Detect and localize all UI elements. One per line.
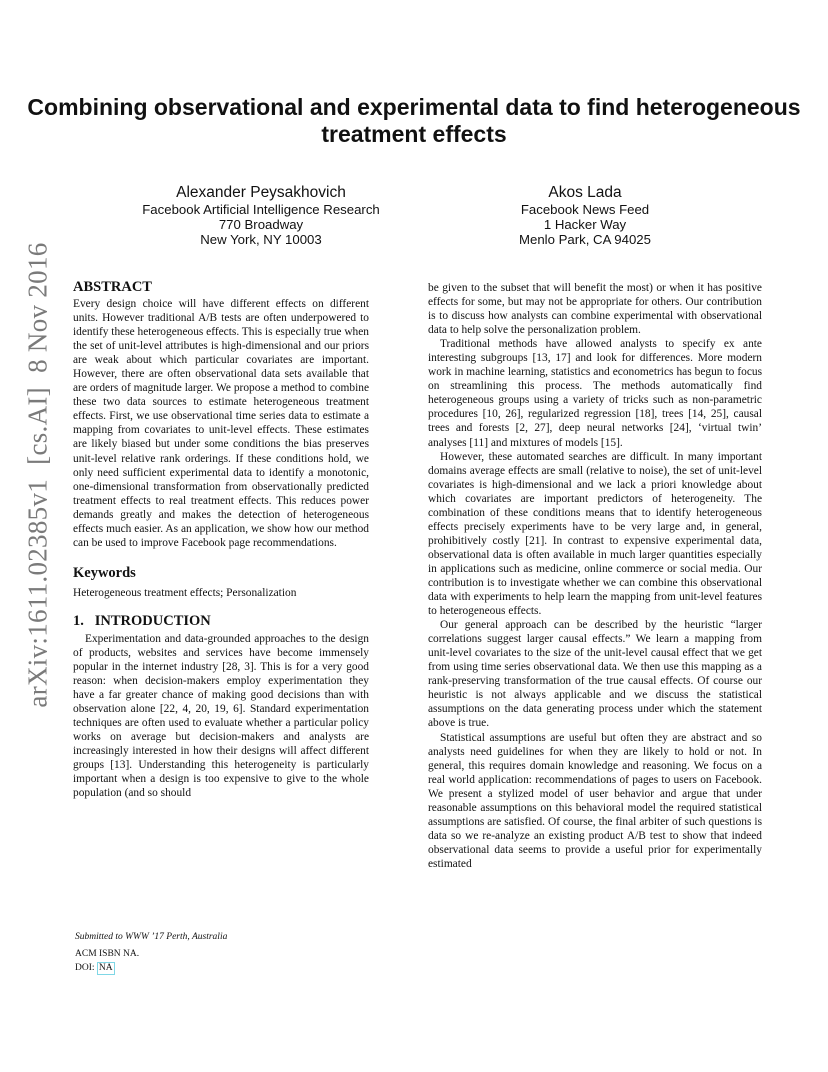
author-address-line-2: New York, NY 10003: [200, 232, 322, 247]
author-address-line-1: 1 Hacker Way: [543, 217, 627, 232]
abstract-text: Every design choice will have different effects on different units. However traditional A/B tests are often underpowered to identify these heterogeneous effects. This is especially true when the set of unit-level attributes is high-dimensional and our priors are weak about which particular covariates are important. However, there are often observational data sets available that are orders of magnitude larger. We propose a method to combine these two data sources to estimate heterogeneous treatment effects. First, we use observational time series data to estimate a mapping from covariates to unit-level effects. These estimates are likely biased but under some conditions the bias preserves unit-level relative rank orderings. If these conditions hold, we only need sufficient experimental data to identify a monotonic, one-dimensional transformation from observationally predicted treatment effects to real treatment effects. This reduces power demands greatly and makes the detection of heterogeneous effects much easier. As an application, we show how our method can be used to improve Facebook page recommendations.: [73, 298, 369, 549]
left-column: [73, 278, 369, 800]
doi-link[interactable]: NA: [98, 963, 113, 973]
arxiv-stamp-text: arXiv:1611.02385v1 [cs.AI] 8 Nov 2016: [22, 242, 53, 708]
introduction-heading: 1. INTRODUCTION: [73, 612, 211, 629]
introduction-paragraph: Experimentation and data-grounded approaches to the design of products, websites and services have become immensely popular in the internet industry [28, 3]. This is for a very good reason: when decision-makers employ experimentation they have a far greater chance of making good decisions than with observation alone [22, 4, 20, 19, 6]. Standard experimentation techniques are often used to evaluate whether a particular policy works on average but decision-makers and analysts are increasingly interested in how their designs will affect different groups [13]. Understanding this heterogeneity is particularly important when a design is too expensive to give to the whole population (and so should: [73, 632, 369, 800]
paper-title-text: Combining observational and experimental data to find heterogeneous treatment effects: [27, 94, 801, 147]
keywords-text: Heterogeneous treatment effects; Personalization: [73, 586, 297, 599]
keywords-heading: Keywords: [73, 564, 136, 581]
isbn-line: ACM ISBN NA.: [75, 949, 140, 959]
doi-line: [75, 961, 375, 975]
author-affiliation: Facebook Artificial Intelligence Research: [142, 202, 380, 217]
paper-title: [0, 94, 828, 148]
right-column: [428, 281, 762, 871]
author-name: Alexander Peysakhovich: [176, 184, 346, 201]
body-paragraph: Our general approach can be described by the heuristic “larger correlations suggest larger causal effects.” We learn a mapping from unit-level covariates to the size of the unit-level causal effect that we get from using time series observational data. We then use this mapping as a rank-preserving transformation of the true causal effects. Of course our heuristic is not always applicable and we discuss the statistical assumptions on the data generating process under which the statement above is true.: [428, 619, 762, 730]
body-paragraph: be given to the subset that will benefit the most) or when it has positive effects for some, but may not be appropriate for others. Our contribution is to discuss how analysts can combine experimental with observational data to help solve the personalization problem.: [428, 282, 762, 337]
author-block-1: [96, 183, 426, 247]
abstract-heading: ABSTRACT: [73, 279, 152, 295]
body-paragraph: However, these automated searches are difficult. In many important domains average effects are small (relative to noise), the set of unit-level covariates is high-dimensional and we lack a priori knowledge about which covariates are important predictors of heterogeneity. The combination of these conditions means that to identify heterogeneous effects precisely experiments have to be very large and, in general, prohibitively costly [21]. In contrast to expensive experimental data, observational data is often available in much larger quantities especially in applications such as medicine, online commerce or social media. Our contribution is to investigate whether we can combine this observational data with experiments to help learn the mapping from unit-level features to heterogeneous effects.: [428, 450, 762, 618]
author-address-line-2: Menlo Park, CA 94025: [519, 232, 651, 247]
author-block-2: [420, 183, 750, 247]
author-name: Akos Lada: [548, 184, 622, 201]
author-address-line-1: 770 Broadway: [218, 217, 304, 232]
author-affiliation: Facebook News Feed: [520, 202, 650, 217]
submission-note: Submitted to WWW ’17 Perth, Australia: [75, 932, 228, 942]
arxiv-stamp: [23, 242, 54, 707]
doi-label: DOI:: [75, 963, 97, 973]
body-paragraph: Statistical assumptions are useful but often they are abstract and so analysts need guidelines for when they are likely to hold or not. In general, this requires domain knowledge and reasoning. We focus on a real world application: recommendations of pages to users on Facebook. We present a stylized model of user behavior and argue that under reasonable assumptions on this behavioral model the required statistical assumptions are satisfied. Of course, the final arbiter of such questions is data so we re-analyze an existing product A/B test to show that indeed observational data seems to provide a useful prior for experimentally estimated: [428, 731, 762, 870]
body-paragraph: Traditional methods have allowed analysts to specify ex ante interesting subgroups [13, 17] and look for differences. More modern work in machine learning, statistics and econometrics has begun to focus on streamlining this process. The methods automatically find heterogeneous groups using a variety of tricks such as non-parametric procedures [10, 26], regularized regression [18], trees [14, 25], causal trees and forests [2, 27], deep neural networks [24], ‘virtual twin’ analyses [11] and mixtures of models [15].: [428, 338, 762, 449]
footnote: [75, 930, 375, 975]
